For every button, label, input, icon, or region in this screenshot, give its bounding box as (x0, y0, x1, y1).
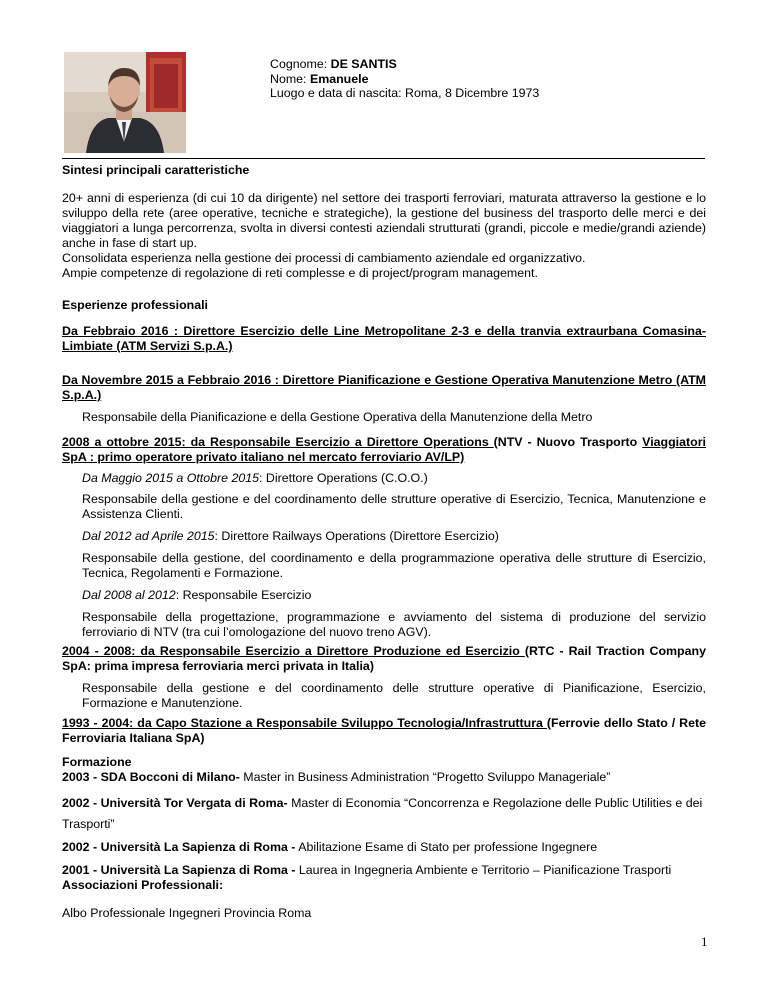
education-item: 2001 - Università La Sapienza di Roma - Laurea in Ingegneria Ambiente e Territorio – Pianificazione Trasporti (62, 863, 672, 877)
job-entry (62, 644, 706, 711)
education-item: 2002 - Università Tor Vergata di Roma- Master di Economia “Concorrenza e Regolazione delle Public Utilities e dei Trasporti” (62, 796, 703, 831)
summary-title: Sintesi principali caratteristiche (62, 163, 250, 177)
job-heading: Da Novembre 2015 a Febbraio 2016 : Direttore Pianificazione e Gestione Operativa Manutenzione Metro (ATM S.p.A.) (62, 373, 706, 402)
job-entry (62, 324, 706, 354)
first-name: Emanuele (309, 71, 369, 86)
job-description: Responsabile della Pianificazione e della Gestione Operativa della Manutenzione della Metro (82, 410, 593, 424)
summary-text: 20+ anni di esperienza (di cui 10 da dirigente) nel settore dei trasporti ferroviari, maturata attraverso la gestione e lo sviluppo della rete (aree operative, tecniche e strategiche), la gestione del business del trasporto delle merci e dei viaggiatori a lunga percorrenza, svolta in diversi contesti aziendali strutturati (grandi, piccole e medie/grandi aziende) anche in fase di start up. (62, 191, 706, 250)
job-entry (62, 435, 706, 640)
job-heading: Da Febbraio 2016 : Direttore Esercizio delle Line Metropolitane 2-3 e della tranvia extraurbana Comasina-Limbiate (ATM Servizi S.p.A.) (62, 324, 706, 353)
summary-section (62, 191, 706, 281)
job-heading: 2004 - 2008: da Responsabile Esercizio a Direttore Produzione ed Esercizio (RTC - Rail Traction Company SpA: prima impresa ferroviaria merci privata in Italia) (62, 644, 706, 673)
education-title: Formazione (62, 755, 132, 769)
job-description: Responsabile della gestione e del coordinamento delle strutture operative di Pianificazione, Esercizio, Formazione e Manutenzione. (82, 681, 706, 710)
profile-photo (64, 52, 186, 153)
associations-text: Albo Professionale Ingegneri Provincia Roma (62, 906, 312, 920)
role-list (62, 471, 706, 640)
summary-text: Ampie competenze di regolazione di reti complesse e di project/program management. (62, 266, 538, 280)
associations-section (62, 878, 706, 921)
role-description: Responsabile della gestione e del coordinamento delle strutture operative di Esercizio, Tecnica, Manutenzione e Assistenza Clienti. (82, 492, 706, 521)
role-description: Responsabile della progettazione, programmazione e avviamento del sistema di produzione del servizio ferroviario di NTV (tra cui l’omologazione del nuovo treno AGV). (82, 610, 706, 639)
surname: DE SANTIS (330, 57, 397, 71)
experience-title: Esperienze professionali (62, 298, 208, 312)
job-entry (62, 373, 706, 425)
job-heading: 2008 a ottobre 2015: da Responsabile Esercizio a Direttore Operations (NTV - Nuovo Trasporto Viaggiatori SpA : primo operatore privato italiano nel mercato ferroviario AV/LP) (62, 435, 706, 464)
name-line: Nome: Emanuele (270, 71, 369, 86)
personal-info (270, 57, 539, 101)
job-entry (62, 716, 706, 746)
birth-line: Luogo e data di nascita: Roma, 8 Dicembre 1973 (270, 86, 540, 100)
surname-line: Cognome: DE SANTIS (270, 57, 397, 71)
header-divider (62, 158, 705, 159)
associations-title: Associazioni Professionali: (62, 878, 224, 892)
role-title: Dal 2008 al 2012: Responsabile Esercizio (82, 588, 312, 602)
role-title: Dal 2012 ad Aprile 2015: Direttore Railways Operations (Direttore Esercizio) (82, 529, 499, 543)
education-section (62, 755, 706, 878)
summary-text: Consolidata esperienza nella gestione dei processi di cambiamento aziendale ed organizzativo. (62, 251, 586, 265)
education-item: 2003 - SDA Bocconi di Milano- Master in Business Administration “Progetto Sviluppo Manageriale” (62, 770, 611, 784)
job-heading: 1993 - 2004: da Capo Stazione a Responsabile Sviluppo Tecnologia/Infrastruttura (Ferrovie dello Stato / Rete Ferroviaria Italiana SpA) (62, 716, 706, 745)
education-item: 2002 - Università La Sapienza di Roma - Abilitazione Esame di Stato per professione Ingegnere (62, 840, 598, 854)
role-title: Da Maggio 2015 a Ottobre 2015: Direttore Operations (C.O.O.) (82, 471, 428, 485)
page-number: 1 (701, 934, 708, 949)
role-description: Responsabile della gestione, del coordinamento e della programmazione operativa delle strutture di Esercizio, Tecnica, Regolamenti e Formazione. (82, 551, 706, 580)
